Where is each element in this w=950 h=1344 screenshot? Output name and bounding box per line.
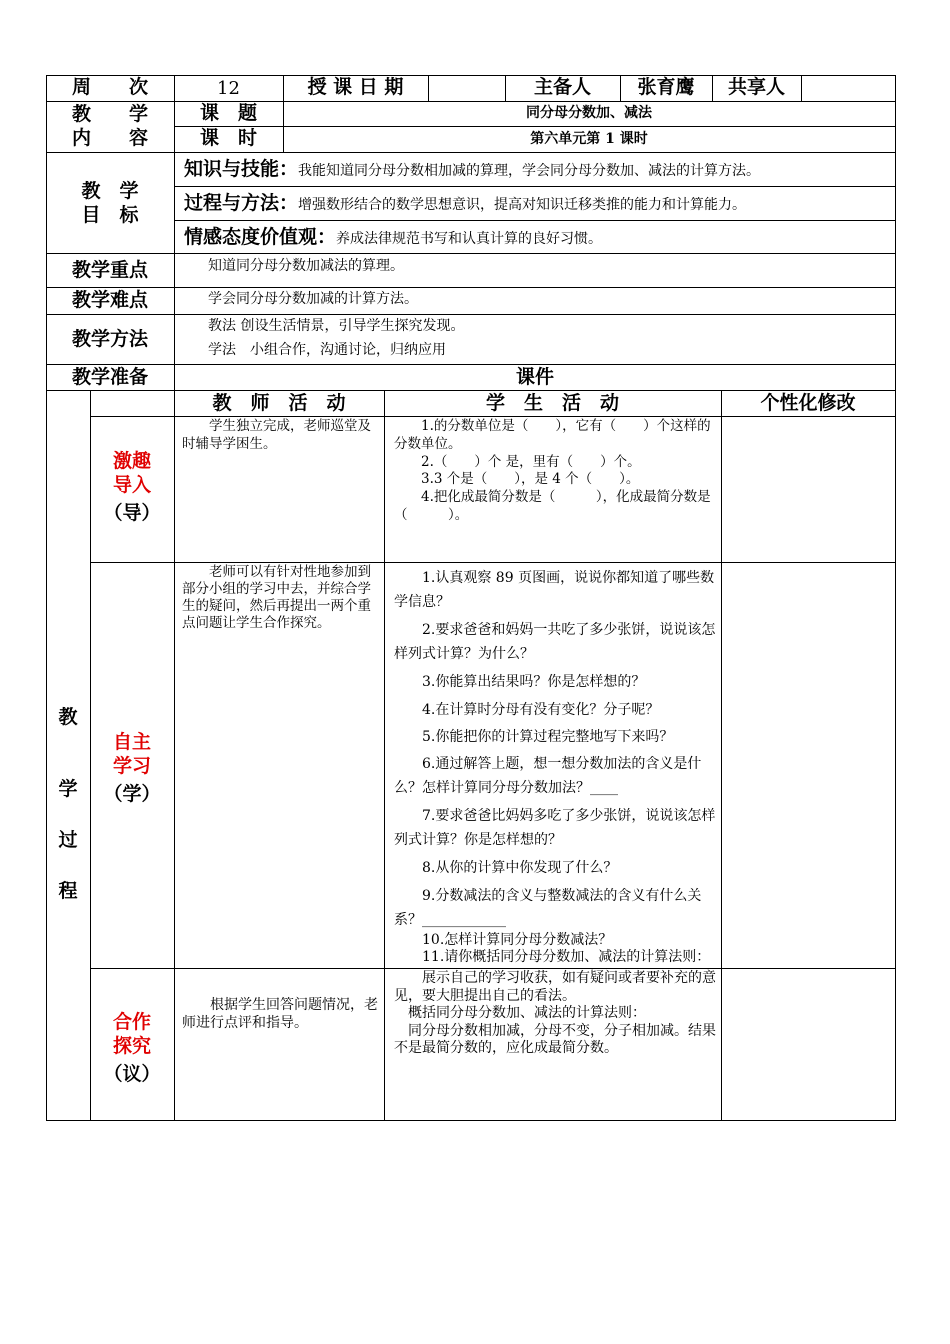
method-learn: 学法 小组合作，沟通讨论，归纳应用	[208, 342, 446, 358]
period-label: 课 时	[199, 127, 257, 149]
stage-2-student-item: 5.你能把你的计算过程完整地写下来吗？	[422, 729, 674, 745]
stage-2-name	[90, 731, 174, 806]
stage-2-student-item: 3.你能算出结果吗？你是怎样想的？	[422, 674, 646, 690]
stage-3-name-line2: 探究	[112, 1034, 151, 1057]
method-label: 教学方法	[71, 328, 148, 350]
stage-2-student	[394, 566, 716, 966]
stage-1-teacher: 学生独立完成，老师巡堂及时辅导学困生。	[182, 418, 371, 452]
goals-label-2: 目 标	[81, 204, 139, 226]
process-side-char-2: 学	[58, 778, 78, 800]
stage-2-student-item: 2.要求爸爸和妈妈一共吃了多少张饼，说说该怎样列式计算？为什么？	[394, 622, 716, 662]
stage-2-student-item: 9.分数减法的含义与整数减法的含义有什么关系？____________	[394, 888, 702, 928]
process-side-char-1: 教	[58, 706, 78, 728]
stage-1-name-line1: 激趣	[112, 450, 151, 472]
stage-1-student-item: 1.的分数单位是（ ），它有（ ）个这样的分数单位。	[394, 418, 711, 452]
stage-1-student-item: 4.把化成最简分数是（ ），化成最简分数是（ ）。	[394, 489, 711, 524]
col-custom-header: 个性化修改	[760, 392, 856, 414]
week-value: 12	[217, 78, 240, 99]
week-label: 周 次	[71, 76, 148, 98]
difficulty-label: 教学难点	[71, 289, 148, 311]
prep-label: 教学准备	[71, 366, 148, 388]
prep-value: 课件	[515, 366, 554, 388]
stage-3-tag: （议）	[103, 1062, 161, 1085]
stage-1-name	[90, 450, 174, 525]
goal-process	[184, 192, 746, 215]
knowledge-text: 我能知道同分母分数相加减的算理，学会同分母分数加、减法的计算方法。	[298, 163, 761, 179]
stage-1-tag: （导）	[103, 501, 161, 524]
stage-2-name-line2: 学习	[112, 754, 151, 777]
stage-2-student-item: 4.在计算时分母有没有变化？分子呢？	[422, 702, 660, 718]
emotion-text: 养成法律规范书写和认真计算的良好习惯。	[336, 231, 603, 247]
key-point-text: 知道同分母分数加减法的算理。	[208, 258, 404, 274]
period-value: 第六单元第 1 课时	[530, 131, 648, 147]
stage-3-student-item: 概括同分母分数加、减法的计算法则：	[408, 1005, 646, 1021]
content-label-1: 教 学	[71, 103, 148, 125]
goal-emotion	[184, 226, 602, 249]
col-student-header: 学 生 活 动	[485, 392, 619, 414]
stage-3-student	[394, 970, 716, 1058]
process-side-char-4: 程	[58, 880, 78, 902]
stage-3-name	[90, 1011, 174, 1086]
topic-value: 同分母分数加、减法	[526, 105, 652, 121]
stage-1-student-item: 3.3 个是（ ），是 4 个（ ）。	[421, 471, 640, 488]
stage-3-name-line1: 合作	[112, 1011, 151, 1033]
stage-2-student-item: 11.请你概括同分母分数加、减法的计算法则：	[422, 949, 711, 965]
topic-label: 课 题	[199, 102, 257, 124]
emotion-label: 情感态度价值观：	[184, 226, 337, 248]
stage-2-student-item: 6.通过解答上题，想一想分数加法的含义是什么？怎样计算同分母分数加法？____	[394, 756, 702, 796]
stage-2-student-item: 7.要求爸爸比妈妈多吃了多少张饼，说说该怎样列式计算？你是怎样想的？	[394, 808, 716, 848]
stage-2-teacher: 老师可以有针对性地参加到部分小组的学习中去，并综合学生的疑问，然后再提出一两个重点问题让学生合作探究。	[182, 564, 371, 631]
stage-1-student-item: 2.（ ）个 是，里有（ ）个。	[421, 453, 641, 470]
stage-2-name-line1: 自主	[112, 731, 151, 753]
method-teach: 教法 创设生活情景，引导学生探究发现。	[208, 318, 465, 334]
stage-1-name-line2: 导入	[112, 473, 151, 496]
sharer-label: 共享人	[727, 76, 785, 98]
knowledge-label: 知识与技能：	[184, 158, 299, 180]
key-point-label: 教学重点	[71, 259, 148, 281]
stage-2-student-item: 1.认真观察 89 页图画，说说你都知道了哪些数学信息？	[394, 570, 715, 610]
stage-3-student-item: 展示自己的学习收获，如有疑问或者要补充的意见，要大胆提出自己的看法。	[394, 970, 716, 1004]
stage-3-teacher: 根据学生回答问题情况，老师进行点评和指导。	[182, 997, 378, 1032]
preparer-value: 张育鹰	[637, 76, 695, 98]
stage-2-tag: （学）	[103, 782, 161, 805]
process-side-char-3: 过	[58, 829, 78, 851]
stage-2-student-item: 10.怎样计算同分母分数减法？	[422, 932, 613, 948]
content-label-2: 内 容	[71, 127, 148, 149]
stage-2-student-item: 8.从你的计算中你发现了什么？	[422, 860, 618, 876]
goal-knowledge	[184, 158, 760, 181]
preparer-label: 主备人	[533, 76, 591, 98]
col-teacher-header: 教 师 活 动	[212, 392, 346, 414]
stage-1-student	[394, 418, 716, 525]
difficulty-text: 学会同分母分数加减的计算方法。	[208, 291, 418, 307]
process-text: 增强数形结合的数学思想意识，提高对知识迁移类推的能力和计算能力。	[298, 197, 747, 213]
date-label: 授 课 日 期	[307, 76, 404, 98]
goals-label-1: 教 学	[81, 180, 139, 202]
process-label: 过程与方法：	[184, 192, 299, 214]
stage-3-student-item: 同分母分数相加减，分母不变，分子相加减。结果不是最简分数的，应化成最简分数。	[394, 1022, 716, 1056]
